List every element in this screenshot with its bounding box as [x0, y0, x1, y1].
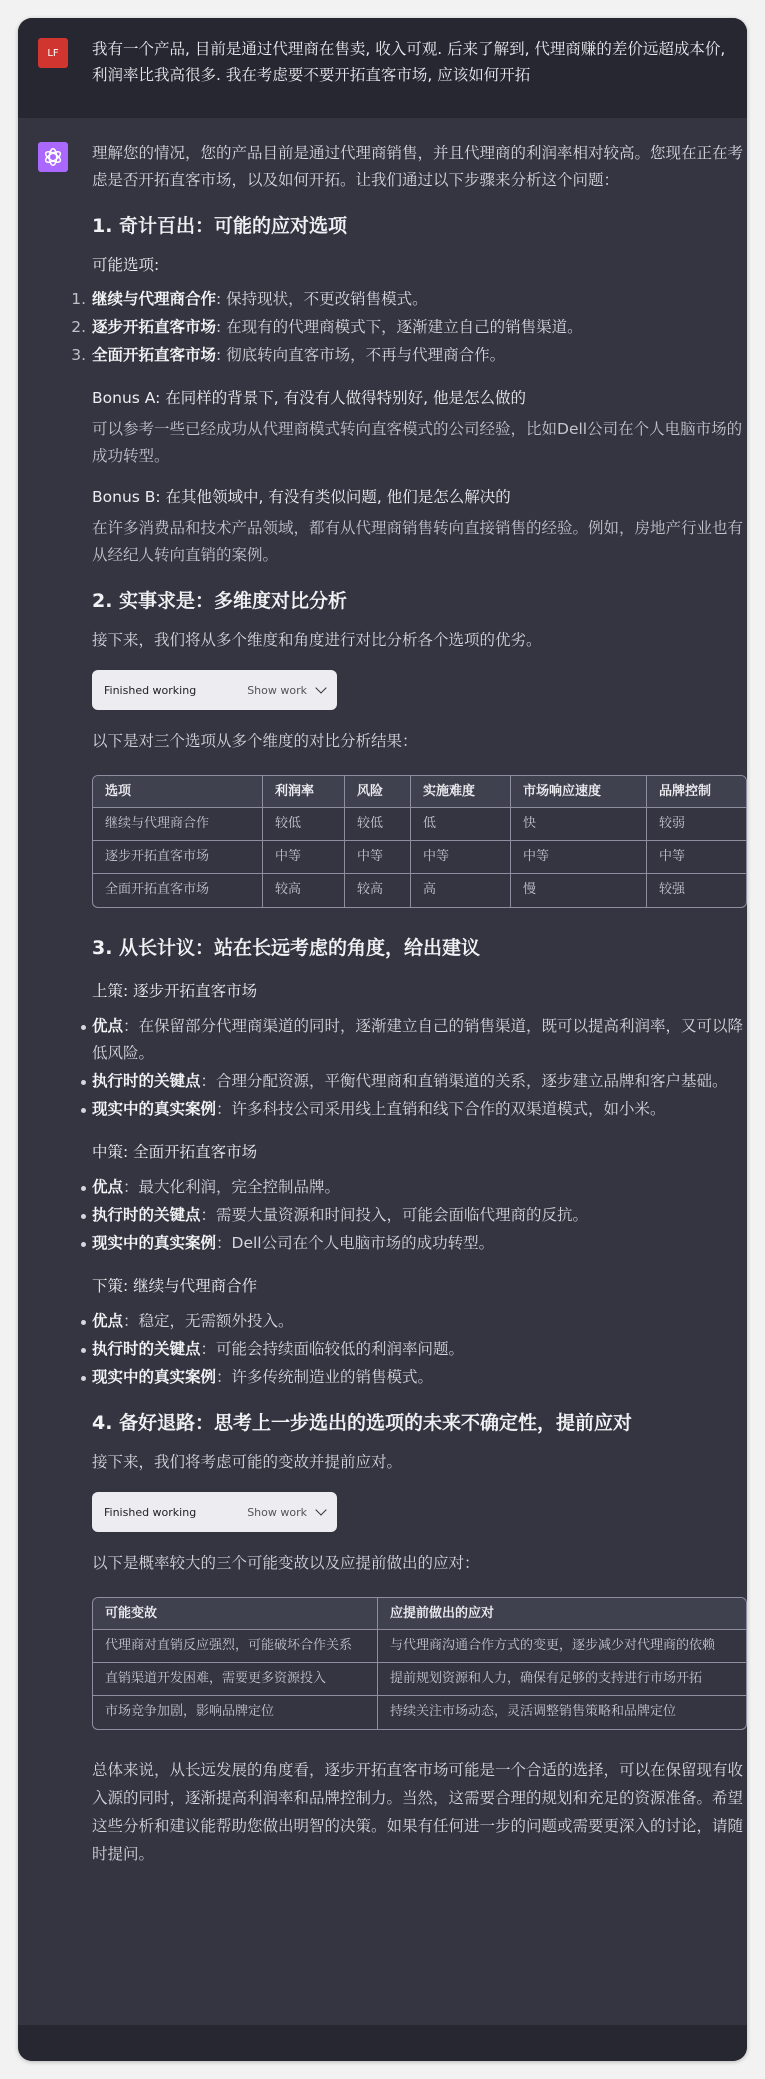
list-item: 现实中的真实案例：Dell公司在个人电脑市场的成功转型。	[92, 1230, 747, 1257]
middle-strategy-title: 中策: 全面开拓直客市场	[92, 1143, 258, 1161]
section-2-lead: 接下来，我们将从多个维度和角度进行对比分析各个选项的优劣。	[92, 631, 542, 649]
list-item: 现实中的真实案例：许多科技公司采用线上直销和线下合作的双渠道模式，如小米。	[92, 1096, 747, 1123]
table-cell: 较低	[345, 808, 411, 841]
table-header-row	[93, 776, 746, 808]
upper-strategy-title: 上策: 逐步开拓直客市场	[92, 982, 258, 1000]
table-cell: 继续与代理商合作	[93, 808, 263, 841]
lower-strategy-list	[92, 1308, 747, 1391]
table-cell: 中等	[647, 841, 746, 874]
chevron-down-icon	[315, 1504, 326, 1515]
section-3-title: 3. 从长计议：站在长远考虑的角度，给出建议	[92, 937, 481, 959]
table-row	[93, 1696, 746, 1729]
table-cell: 中等	[345, 841, 411, 874]
bonus-b-title: Bonus B: 在其他领域中, 有没有类似问题, 他们是怎么解决的	[92, 488, 511, 506]
section-4-title: 4. 备好退路：思考上一步选出的选项的未来不确定性，提前应对	[92, 1412, 633, 1434]
assistant-avatar	[38, 142, 68, 172]
section-1-title: 1. 奇计百出：可能的应对选项	[92, 215, 348, 237]
table-header-row	[93, 1598, 746, 1630]
comparison-table	[92, 775, 747, 908]
option-item: 2. 逐步开拓直客市场: 在现有的代理商模式下，逐渐建立自己的销售渠道。	[71, 318, 583, 336]
contingency-table	[92, 1597, 747, 1730]
bonus-a-body: 可以参考一些已经成功从代理商模式转向直客模式的公司经验，比如Dell公司在个人电脑市场的成功转型。	[92, 420, 743, 465]
list-item: 优点：最大化利润，完全控制品牌。	[92, 1174, 747, 1201]
table-row	[93, 808, 746, 841]
table-cell: 高	[411, 874, 511, 907]
comparison-lead: 以下是对三个选项从多个维度的对比分析结果：	[92, 732, 418, 750]
options-lead: 可能选项:	[92, 256, 160, 274]
column-header: 应提前做出的应对	[378, 1598, 746, 1630]
list-item: 执行时的关键点：合理分配资源，平衡代理商和直销渠道的关系，逐步建立品牌和客户基础。	[92, 1068, 747, 1095]
list-item: 执行时的关键点：需要大量资源和时间投入，可能会面临代理商的反抗。	[92, 1202, 747, 1229]
table-row	[93, 874, 746, 907]
show-work-button[interactable]	[92, 670, 337, 710]
option-item: 3. 全面开拓直客市场: 彻底转向直客市场，不再与代理商合作。	[71, 346, 506, 364]
column-header: 利润率	[263, 776, 345, 808]
table-cell: 慢	[511, 874, 647, 907]
list-item: 执行时的关键点：可能会持续面临较低的利润率问题。	[92, 1336, 747, 1363]
column-header: 实施难度	[411, 776, 511, 808]
options-list	[71, 285, 747, 369]
table-cell: 较低	[263, 808, 345, 841]
column-header: 选项	[93, 776, 263, 808]
chevron-down-icon	[315, 682, 326, 693]
list-item: 现实中的真实案例：许多传统制造业的销售模式。	[92, 1364, 747, 1391]
table-cell: 直销渠道开发困难，需要更多资源投入	[93, 1663, 378, 1696]
work-status: Finished working	[104, 1505, 197, 1519]
middle-strategy-list	[92, 1174, 747, 1257]
table-cell: 快	[511, 808, 647, 841]
user-message-row	[18, 18, 747, 118]
table-cell: 市场竞争加剧，影响品牌定位	[93, 1696, 378, 1729]
intro-text: 理解您的情况，您的产品目前是通过代理商销售，并且代理商的利润率相对较高。您现在正在考虑是否开拓直客市场，以及如何开拓。让我们通过以下步骤来分析这个问题：	[92, 144, 744, 189]
table-row	[93, 1663, 746, 1696]
lower-strategy-title: 下策: 继续与代理商合作	[92, 1277, 258, 1295]
chat-window	[18, 18, 747, 2061]
table-cell: 持续关注市场动态，灵活调整销售策略和品牌定位	[390, 1704, 677, 1719]
work-status: Finished working	[104, 683, 197, 697]
table-cell: 中等	[411, 841, 511, 874]
section-4-lead: 接下来，我们将考虑可能的变故并提前应对。	[92, 1453, 403, 1471]
assistant-message	[71, 140, 747, 1878]
table-cell: 提前规划资源和人力，确保有足够的支持进行市场开拓	[378, 1663, 746, 1696]
table-cell: 逐步开拓直客市场	[93, 841, 263, 874]
table-cell: 与代理商沟通合作方式的变更，逐步减少对代理商的依赖	[378, 1630, 746, 1663]
table-cell: 低	[411, 808, 511, 841]
column-header: 市场响应速度	[511, 776, 647, 808]
option-item: 1. 继续与代理商合作: 保持现状，不更改销售模式。	[71, 290, 428, 308]
column-header: 品牌控制	[647, 776, 746, 808]
table-cell: 中等	[511, 841, 647, 874]
section-2-title: 2. 实事求是：多维度对比分析	[92, 590, 348, 612]
closing-text: 总体来说，从长远发展的角度看，逐步开拓直客市场可能是一个合适的选择，可以在保留现有收入源的同时，逐渐提高利润率和品牌控制力。当然，这需要合理的规划和充足的资源准备。希望这些分析和建议能帮助您做出明智的决策。如果有任何进一步的问题或需要更深入的讨论，请随时提问。	[92, 1761, 744, 1863]
assistant-message-row	[18, 118, 747, 1878]
bonus-b-body: 在许多消费品和技术产品领域，都有从代理商销售转向直接销售的经验。例如，房地产行业也有从经纪人转向直销的案例。	[92, 519, 744, 564]
table-row	[93, 841, 746, 874]
table-cell: 全面开拓直客市场	[93, 874, 263, 907]
show-work-button[interactable]	[92, 1492, 337, 1532]
table-cell: 代理商对直销反应强烈，可能破坏合作关系	[93, 1630, 378, 1663]
table-cell: 中等	[263, 841, 345, 874]
openai-logo-icon	[42, 146, 64, 168]
table-cell: 较高	[345, 874, 411, 907]
table-cell: 较弱	[647, 808, 746, 841]
bonus-a-title: Bonus A: 在同样的背景下, 有没有人做得特别好, 他是怎么做的	[92, 389, 526, 407]
list-item: 优点：稳定，无需额外投入。	[92, 1308, 747, 1335]
column-header: 风险	[345, 776, 411, 808]
table-cell: 较强	[659, 882, 686, 897]
user-message: 我有一个产品, 目前是通过代理商在售卖, 收入可观. 后来了解到, 代理商赚的差价远超成本价, 利润率比我高很多. 我在考虑要不要开拓直客市场, 应该如何开拓	[92, 40, 726, 84]
column-header: 可能变故	[93, 1598, 378, 1630]
list-item: 优点：在保留部分代理商渠道的同时，逐渐建立自己的销售渠道，既可以提高利润率，又可以降低风险。	[92, 1013, 747, 1067]
show-work-label: Show work	[247, 683, 307, 697]
table-row	[93, 1630, 746, 1663]
table-cell: 较高	[263, 874, 345, 907]
user-avatar: LF	[38, 38, 68, 68]
contingency-lead: 以下是概率较大的三个可能变故以及应提前做出的应对：	[92, 1554, 480, 1572]
show-work-label: Show work	[247, 1505, 307, 1519]
upper-strategy-list	[92, 1013, 747, 1123]
bottom-bar	[18, 2025, 747, 2061]
